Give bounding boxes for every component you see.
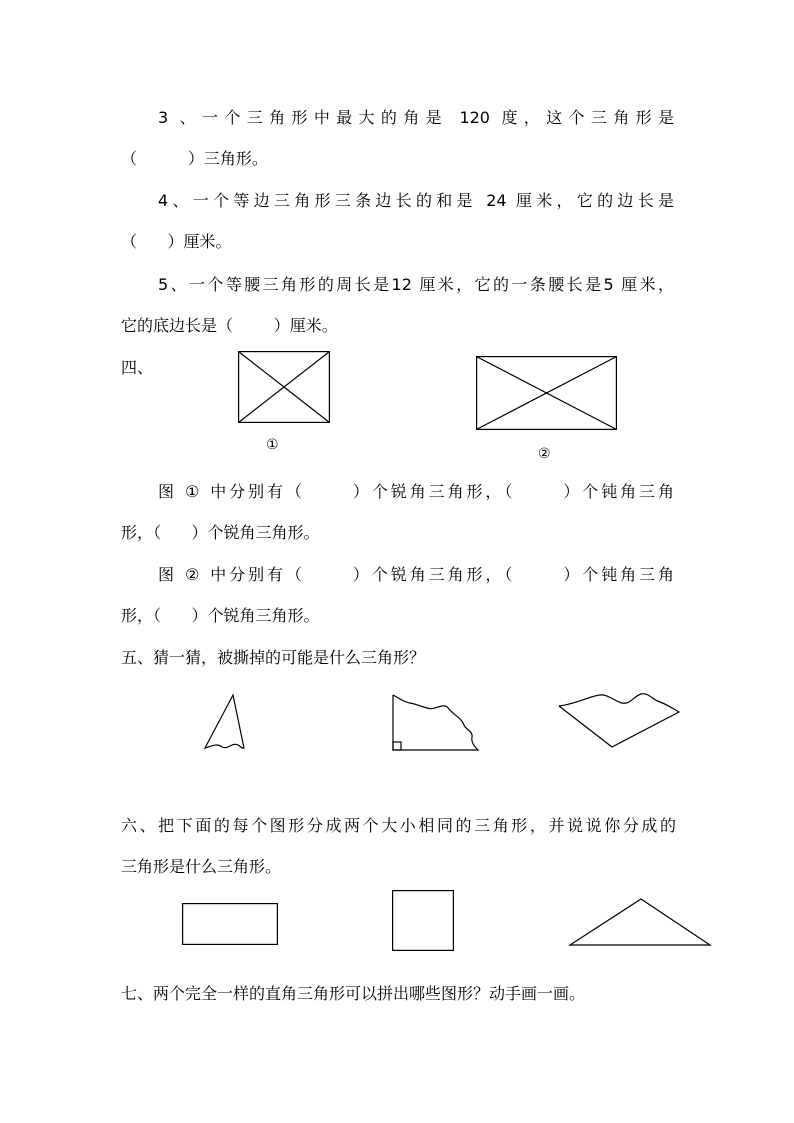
q4-line1: 4、一个等边三角形三条边长的和是 24 厘米，它的边长是	[158, 191, 674, 210]
section-6-line1: 六、把下面的每个图形分成两个大小相同的三角形，并说说你分成的	[121, 816, 676, 835]
section-4-heading: 四、	[121, 358, 154, 377]
q4-line2: （ ）厘米。	[121, 232, 232, 251]
q5-line2: 它的底边长是（ ）厘米。	[121, 316, 338, 335]
torn-triangle-2-right-angle	[390, 692, 482, 754]
section-4-line1: 图 ① 中分别有（ ）个锐角三角形，（ ）个钝角三角	[158, 482, 674, 501]
section-4-line3: 图 ② 中分别有（ ）个锐角三角形，（ ）个钝角三角	[158, 565, 674, 584]
torn-triangle-1	[200, 692, 250, 752]
q3-line1: 3 、一个三角形中最大的角是 120 度，这个三角形是	[158, 108, 674, 127]
figure-1-label: ①	[266, 437, 279, 453]
torn-triangle-3	[556, 690, 682, 752]
section-4-line2: 形，（ ）个锐角三角形。	[121, 523, 320, 542]
section-6-line2: 三角形是什么三角形。	[121, 857, 282, 876]
figure-2-rectangle-with-diagonals	[476, 356, 617, 430]
rectangle-shape	[182, 903, 278, 945]
q3-line2: （ ）三角形。	[121, 149, 268, 168]
figure-1-rectangle-with-diagonals	[238, 351, 330, 423]
square-shape	[392, 890, 454, 951]
section-5-heading: 五、猜一猜，被撕掉的可能是什么三角形？	[121, 648, 426, 667]
section-4-line4: 形，（ ）个锐角三角形。	[121, 606, 320, 625]
section-7-heading: 七、两个完全一样的直角三角形可以拼出哪些图形？动手画一画。	[121, 984, 586, 1003]
q5-line1: 5、一个等腰三角形的周长是12 厘米，它的一条腰长是5 厘米，	[158, 275, 674, 294]
triangle-shape	[568, 897, 712, 947]
figure-2-label: ②	[538, 446, 551, 462]
